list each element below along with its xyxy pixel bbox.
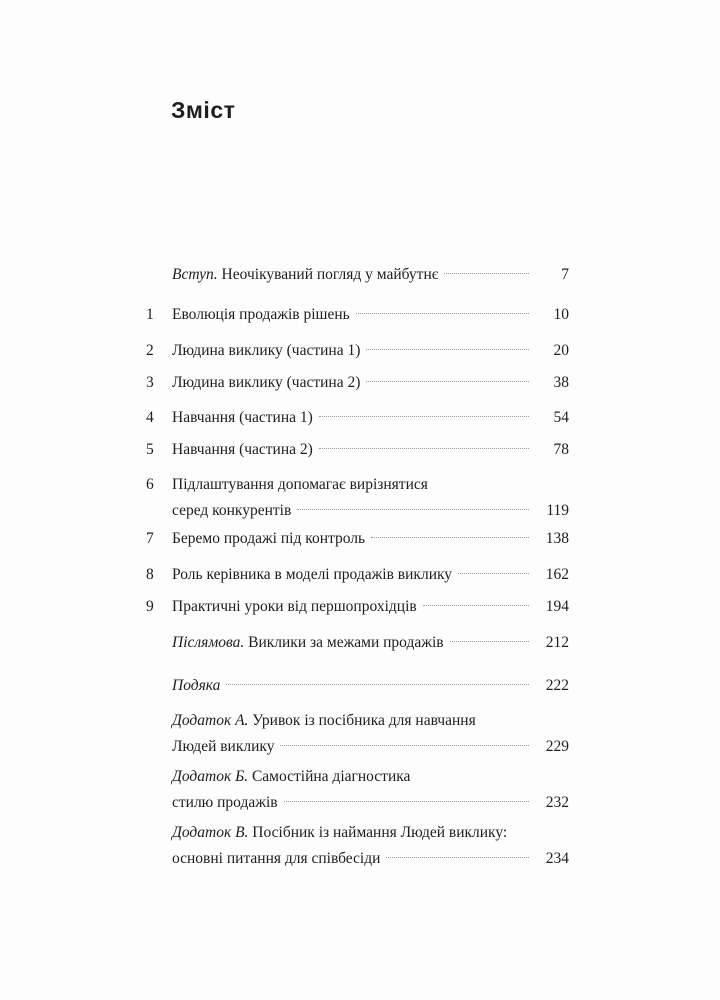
page-number: 7: [561, 266, 569, 283]
chapter-number: 6: [146, 476, 154, 493]
dot-leader: [423, 605, 529, 606]
chapter-number: 1: [146, 306, 154, 323]
page-title: Зміст: [171, 97, 236, 123]
entry-title: Навчання (частина 2): [172, 441, 313, 458]
page-number: 162: [545, 566, 569, 583]
page-number: 232: [545, 794, 569, 811]
entry-title: Додаток А. Уривок із посібника для навчання: [172, 712, 476, 729]
entry-title: стилю продажів: [172, 794, 278, 811]
entry-prefix: Додаток Б.: [172, 768, 249, 785]
chapter-number: 2: [146, 342, 154, 359]
dot-leader: [280, 745, 529, 746]
entry-title: Практичні уроки від першопрохідців: [172, 598, 417, 615]
dot-leader: [444, 273, 529, 274]
page-number: 119: [546, 502, 569, 519]
entry-title: основні питання для співбесіди: [172, 850, 381, 867]
page-number: 54: [553, 409, 569, 426]
dot-leader: [319, 448, 529, 449]
dot-leader: [366, 381, 529, 382]
dot-leader: [284, 801, 529, 802]
page-number: 20: [553, 342, 569, 359]
dot-leader: [366, 349, 529, 350]
dot-leader: [371, 537, 529, 538]
entry-prefix: Додаток А.: [172, 712, 249, 729]
page-number: 38: [553, 374, 569, 391]
chapter-number: 5: [146, 441, 154, 458]
page-number: 229: [545, 738, 569, 755]
entry-prefix: Післямова.: [172, 634, 245, 651]
page-number: 234: [545, 850, 569, 867]
entry-title: Післямова. Виклики за межами продажів: [172, 634, 444, 651]
page-number: 138: [545, 530, 569, 547]
dot-leader: [458, 573, 529, 574]
page-number: 212: [545, 634, 569, 651]
chapter-number: 8: [146, 566, 154, 583]
entry-title: серед конкурентів: [172, 502, 292, 519]
entry-prefix: Додаток В.: [172, 824, 249, 841]
entry-title: Роль керівника в моделі продажів виклику: [172, 566, 453, 583]
entry-title: Навчання (частина 1): [172, 409, 313, 426]
entry-title: Людей виклику: [172, 738, 275, 755]
entry-title: Еволюція продажів рішень: [172, 306, 350, 323]
entry-title: Беремо продажі під контроль: [172, 530, 366, 547]
dot-leader: [226, 684, 529, 685]
chapter-number: 9: [146, 598, 154, 615]
dot-leader: [356, 313, 529, 314]
dot-leader: [386, 857, 529, 858]
entry-title: [172, 673, 220, 699]
entry-title: Людина виклику (частина 2): [172, 374, 361, 391]
chapter-number: 3: [146, 374, 154, 391]
entry-prefix: Вступ.: [172, 266, 218, 283]
chapter-number: 4: [146, 409, 154, 426]
page-number: 194: [545, 598, 569, 615]
entry-title: Додаток Б. Самостійна діагностика: [172, 768, 411, 785]
page-number: 10: [553, 306, 569, 323]
dot-leader: [297, 509, 529, 510]
entry-title: Додаток В. Посібник із наймання Людей виклику:: [172, 824, 508, 841]
entry-prefix: Подяка: [172, 677, 221, 694]
entry-title: Вступ. Неочікуваний погляд у майбутнє: [172, 266, 439, 283]
page-number: 78: [553, 441, 569, 458]
entry-title: Підлаштування допомагає вирізнятися: [172, 476, 428, 493]
chapter-number: 7: [146, 530, 154, 547]
entry-title: Людина виклику (частина 1): [172, 342, 361, 359]
dot-leader: [319, 416, 529, 417]
page-number: 222: [545, 677, 569, 694]
dot-leader: [450, 641, 529, 642]
